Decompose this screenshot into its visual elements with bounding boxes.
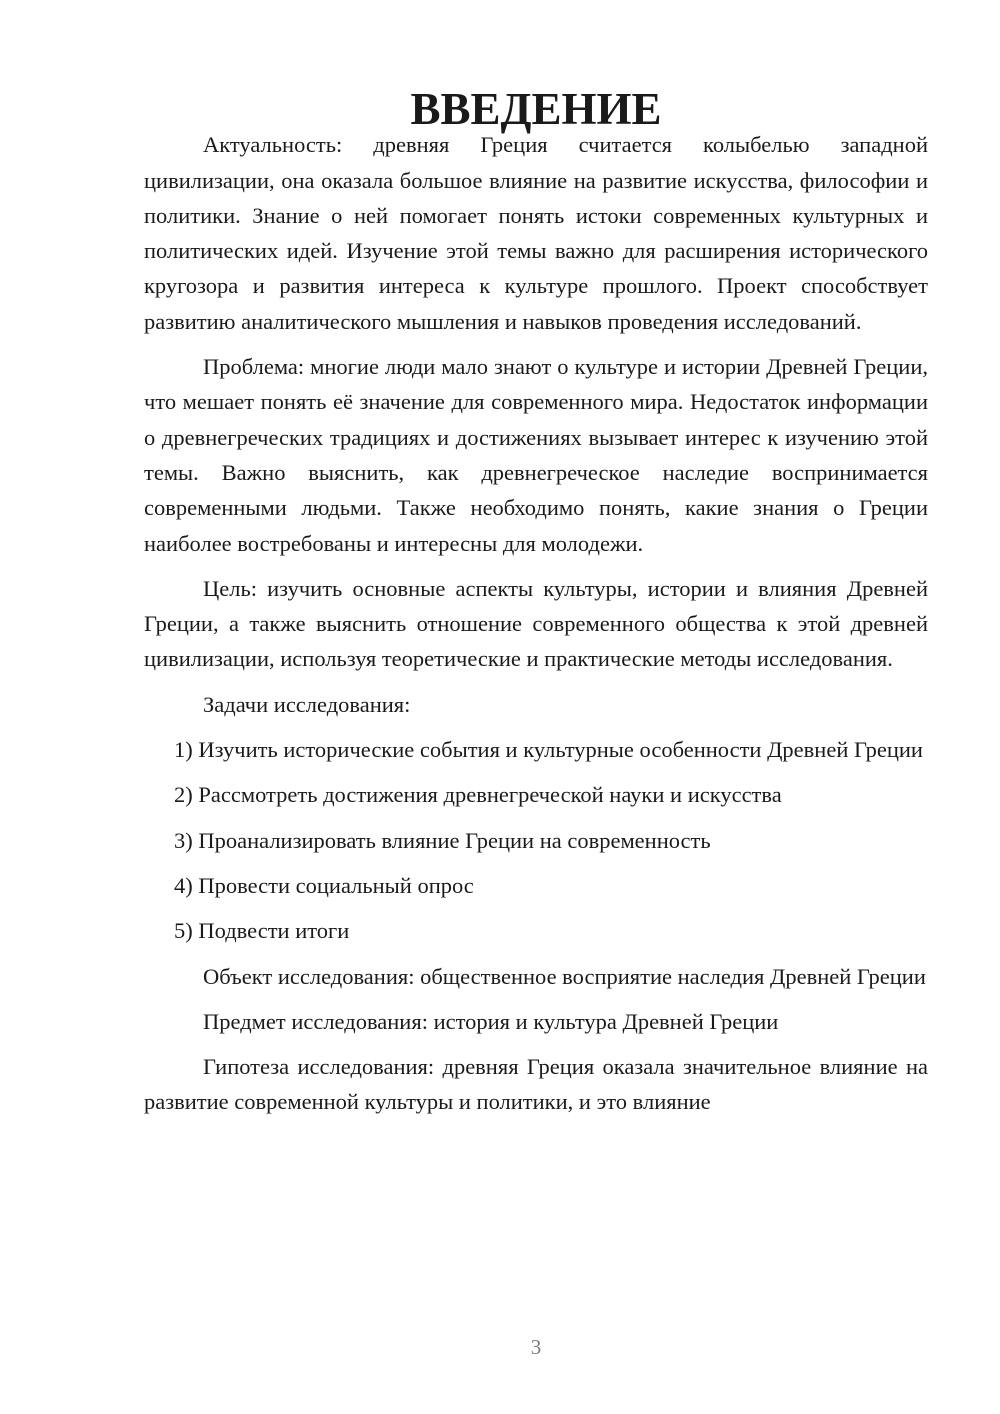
paragraph-object: Объект исследования: общественное восприятие наследия Древней Греции bbox=[203, 963, 926, 989]
paragraph-subject: Предмет исследования: история и культура Древней Греции bbox=[203, 1008, 779, 1034]
task-item-1: 1) Изучить исторические события и культурные особенности Древней Греции bbox=[174, 737, 923, 763]
task-item-2: 2) Рассмотреть достижения древнегреческой науки и искусства bbox=[174, 782, 782, 808]
task-item-5: 5) Подвести итоги bbox=[174, 918, 350, 944]
paragraph-hypothesis: Гипотеза исследования: древняя Греция оказала значительное влияние на развитие современной культуры и политики, и это влияние bbox=[144, 1054, 928, 1115]
tasks-title: Задачи исследования: bbox=[203, 691, 411, 717]
paragraph-problem: Проблема: многие люди мало знают о культуре и истории Древней Греции, что мешает понять её значение для современного мира. Недостаток информации о древнегреческих традициях и достижениях вызывает интерес к изучению этой темы. Важно выяснить, как древнегреческое наследие воспринимается современными людьми. Также необходимо понять, какие знания о Греции наиболее востребованы и интересны для молодежи. bbox=[144, 354, 928, 556]
task-item-4: 4) Провести социальный опрос bbox=[174, 872, 474, 898]
paragraph-relevance: Актуальность: древняя Греция считается колыбелью западной цивилизации, она оказала большое влияние на развитие искусства, философии и политики. Знание о ней помогает понять истоки современных культурных и политических идей. Изучение этой темы важно для расширения исторического кругозора и развития интереса к культуре прошлого. Проект способствует развитию аналитического мышления и навыков проведения исследований. bbox=[144, 132, 928, 334]
paragraph-goal: Цель: изучить основные аспекты культуры, истории и влияния Древней Греции, а также выяснить отношение современного общества к этой древней цивилизации, используя теоретические и практические методы исследования. bbox=[144, 575, 928, 672]
page-title: ВВЕДЕНИЕ bbox=[410, 84, 662, 134]
task-item-3: 3) Проанализировать влияние Греции на современность bbox=[174, 827, 711, 853]
page-number: 3 bbox=[530, 1335, 542, 1359]
page-content bbox=[144, 84, 928, 1130]
